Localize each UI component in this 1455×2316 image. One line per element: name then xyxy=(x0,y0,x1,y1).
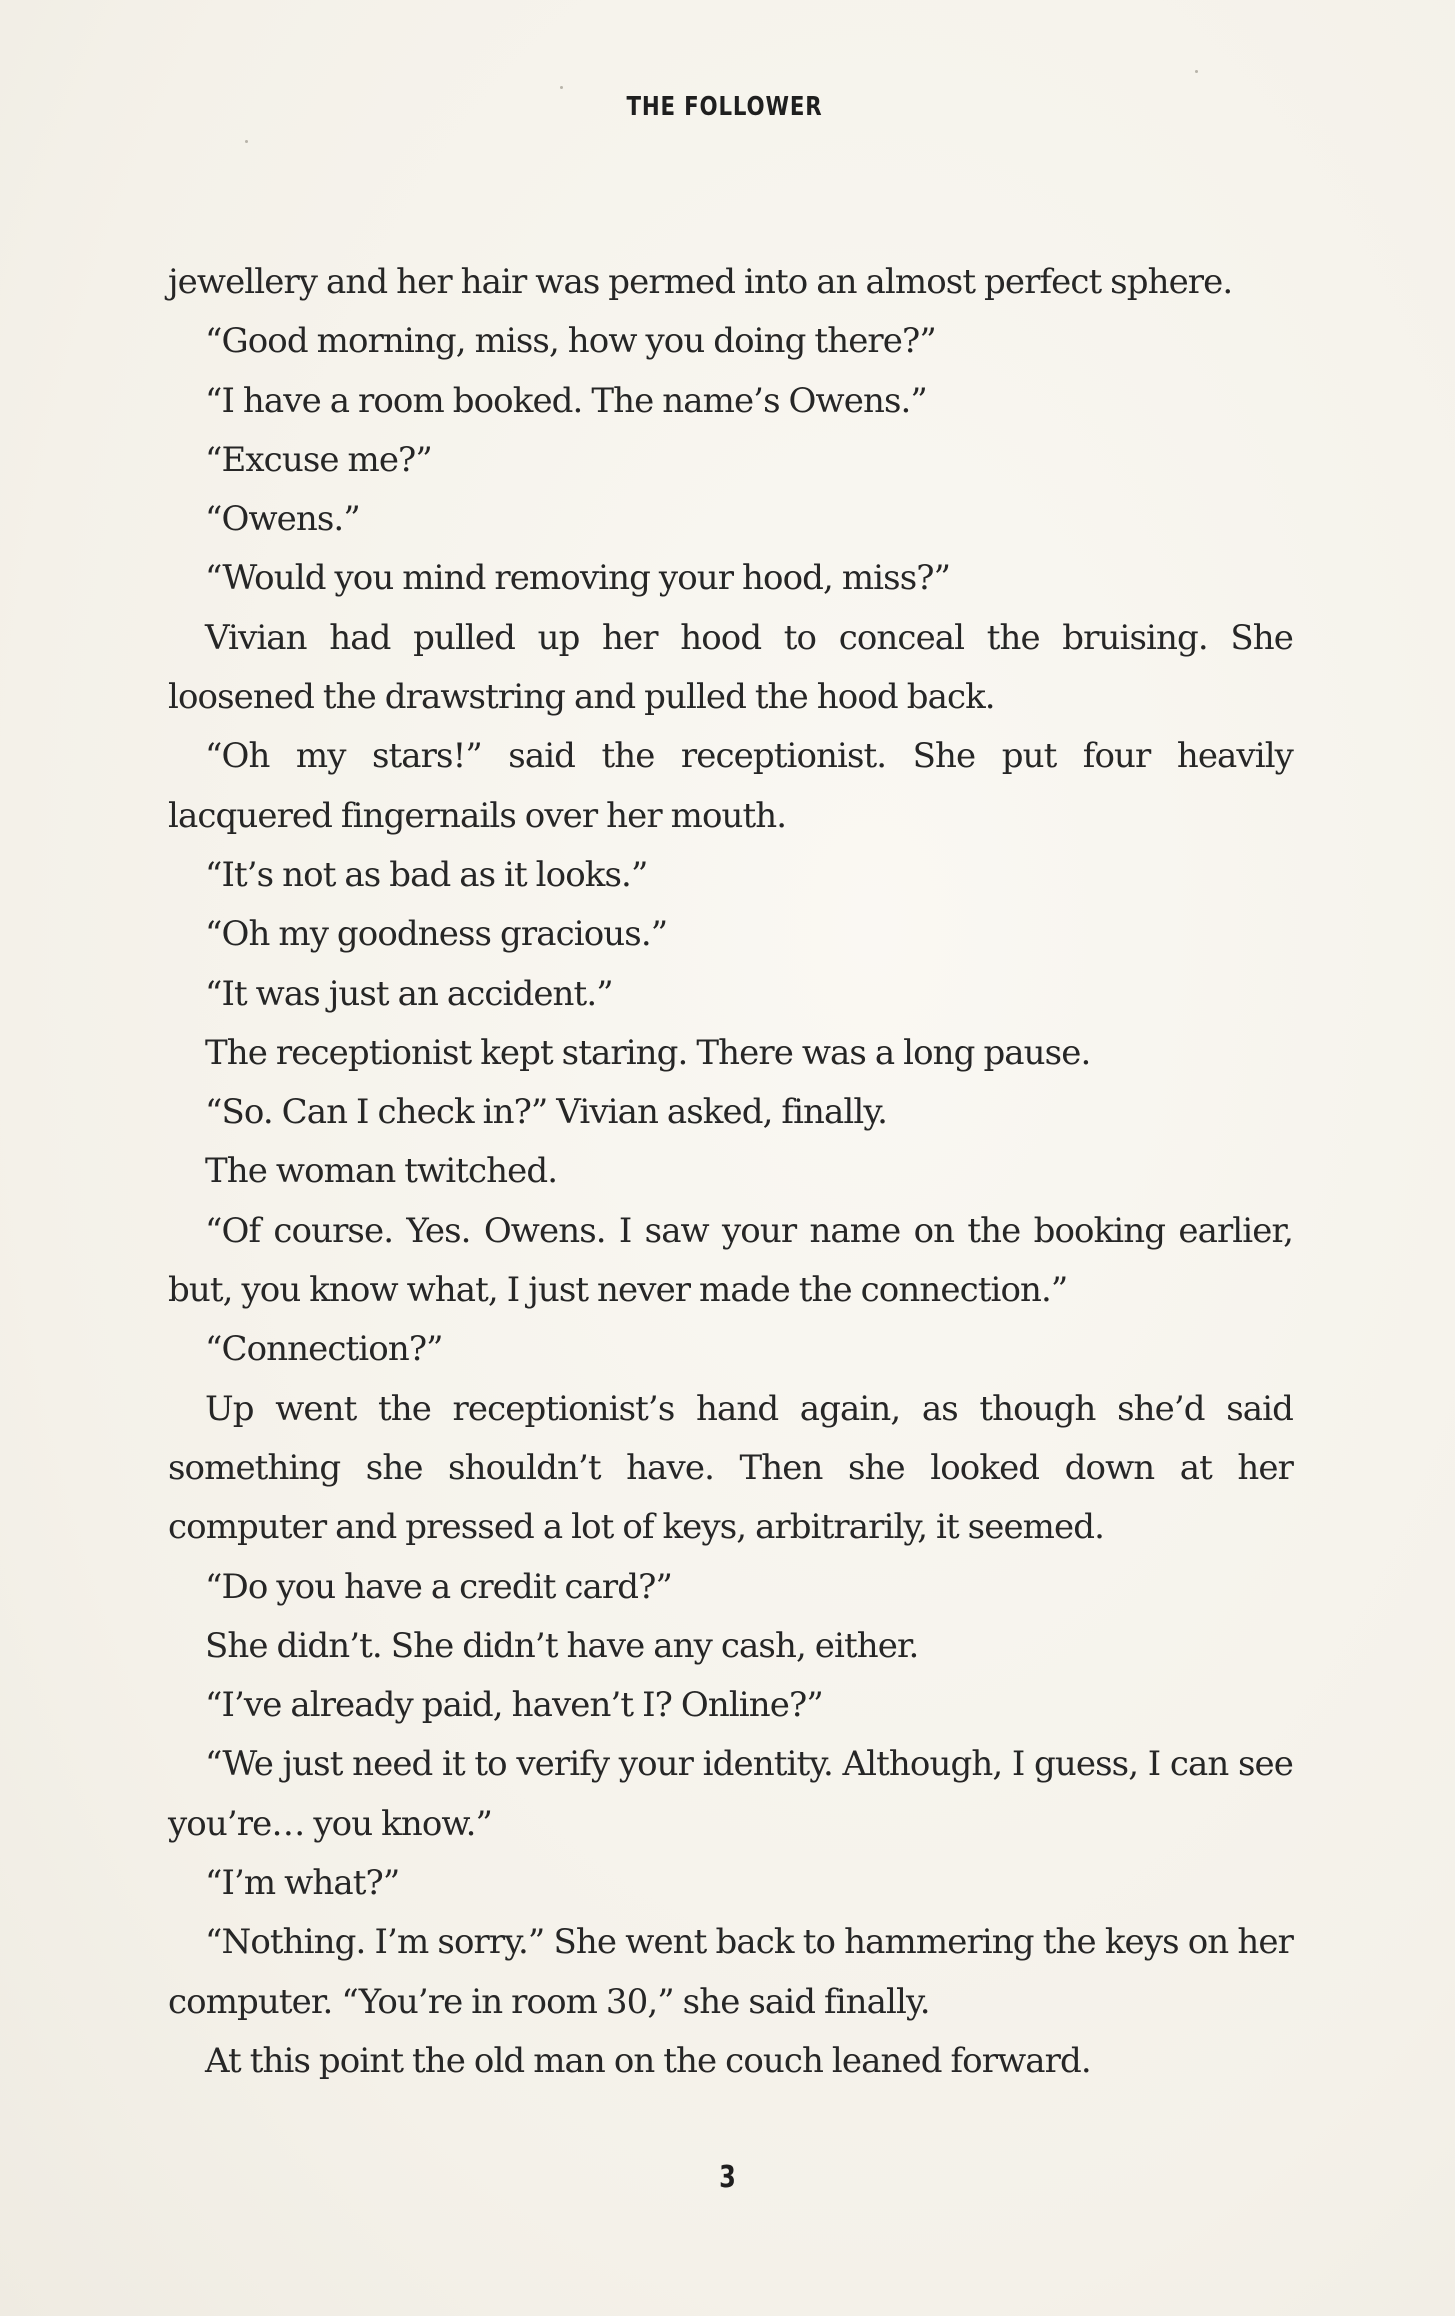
paragraph: “Oh my goodness gracious.” xyxy=(205,914,668,955)
running-head-title: THE FOLLOWER xyxy=(626,92,823,122)
paragraph: “Would you mind removing your hood, miss?” xyxy=(205,558,951,599)
paragraph: “Of course. Yes. Owens. I saw your name on the booking earlier, but, you know what, I just never made the connection.” xyxy=(168,1210,1293,1311)
paragraph: “It’s not as bad as it looks.” xyxy=(205,854,648,895)
page-number: 3 xyxy=(719,2160,736,2195)
paragraph: “Nothing. I’m sorry.” She went back to hammering the keys on her computer. “You’re in room 30,” she said finally. xyxy=(168,1922,1293,2022)
paragraph: “I’m what?” xyxy=(205,1863,400,1904)
paragraph: “We just need it to verify your identity. Although, I guess, I can see you’re… you know.” xyxy=(168,1744,1293,1844)
paragraph: “Owens.” xyxy=(205,499,360,540)
paragraph: “Good morning, miss, how you doing there?” xyxy=(205,321,936,362)
paragraph: “Connection?” xyxy=(205,1329,443,1370)
paper-speck xyxy=(1195,70,1198,73)
paragraph: Up went the receptionist’s hand again, as though she’d said something she shouldn’t have. Then she looked down at her computer and pressed a lot of keys, arbitrarily, it seemed. xyxy=(168,1388,1293,1548)
body-text xyxy=(168,253,1293,2091)
paragraph: “I have a room booked. The name’s Owens.” xyxy=(205,380,927,421)
paragraph: “Oh my stars!” said the receptionist. She put four heavily lacquered fingernails over her mouth. xyxy=(168,736,1293,836)
paper-speck xyxy=(560,86,563,89)
paragraph: jewellery and her hair was permed into an almost perfect sphere. xyxy=(168,262,1233,302)
paragraph: At this point the old man on the couch leaned forward. xyxy=(205,2040,1091,2081)
paragraph: “I’ve already paid, haven’t I? Online?” xyxy=(205,1685,823,1726)
paragraph: She didn’t. She didn’t have any cash, either. xyxy=(205,1625,919,1666)
paragraph: “Do you have a credit card?” xyxy=(205,1566,672,1607)
paper-speck xyxy=(245,140,248,143)
paragraph: Vivian had pulled up her hood to conceal the bruising. She loosened the drawstring and pulled the hood back. xyxy=(168,617,1293,718)
paragraph: The receptionist kept staring. There was a long pause. xyxy=(205,1032,1091,1073)
paragraph: “Excuse me?” xyxy=(205,439,432,480)
paragraph: The woman twitched. xyxy=(205,1151,558,1192)
paragraph: “It was just an accident.” xyxy=(205,973,613,1014)
paragraph: “So. Can I check in?” Vivian asked, finally. xyxy=(205,1092,888,1133)
